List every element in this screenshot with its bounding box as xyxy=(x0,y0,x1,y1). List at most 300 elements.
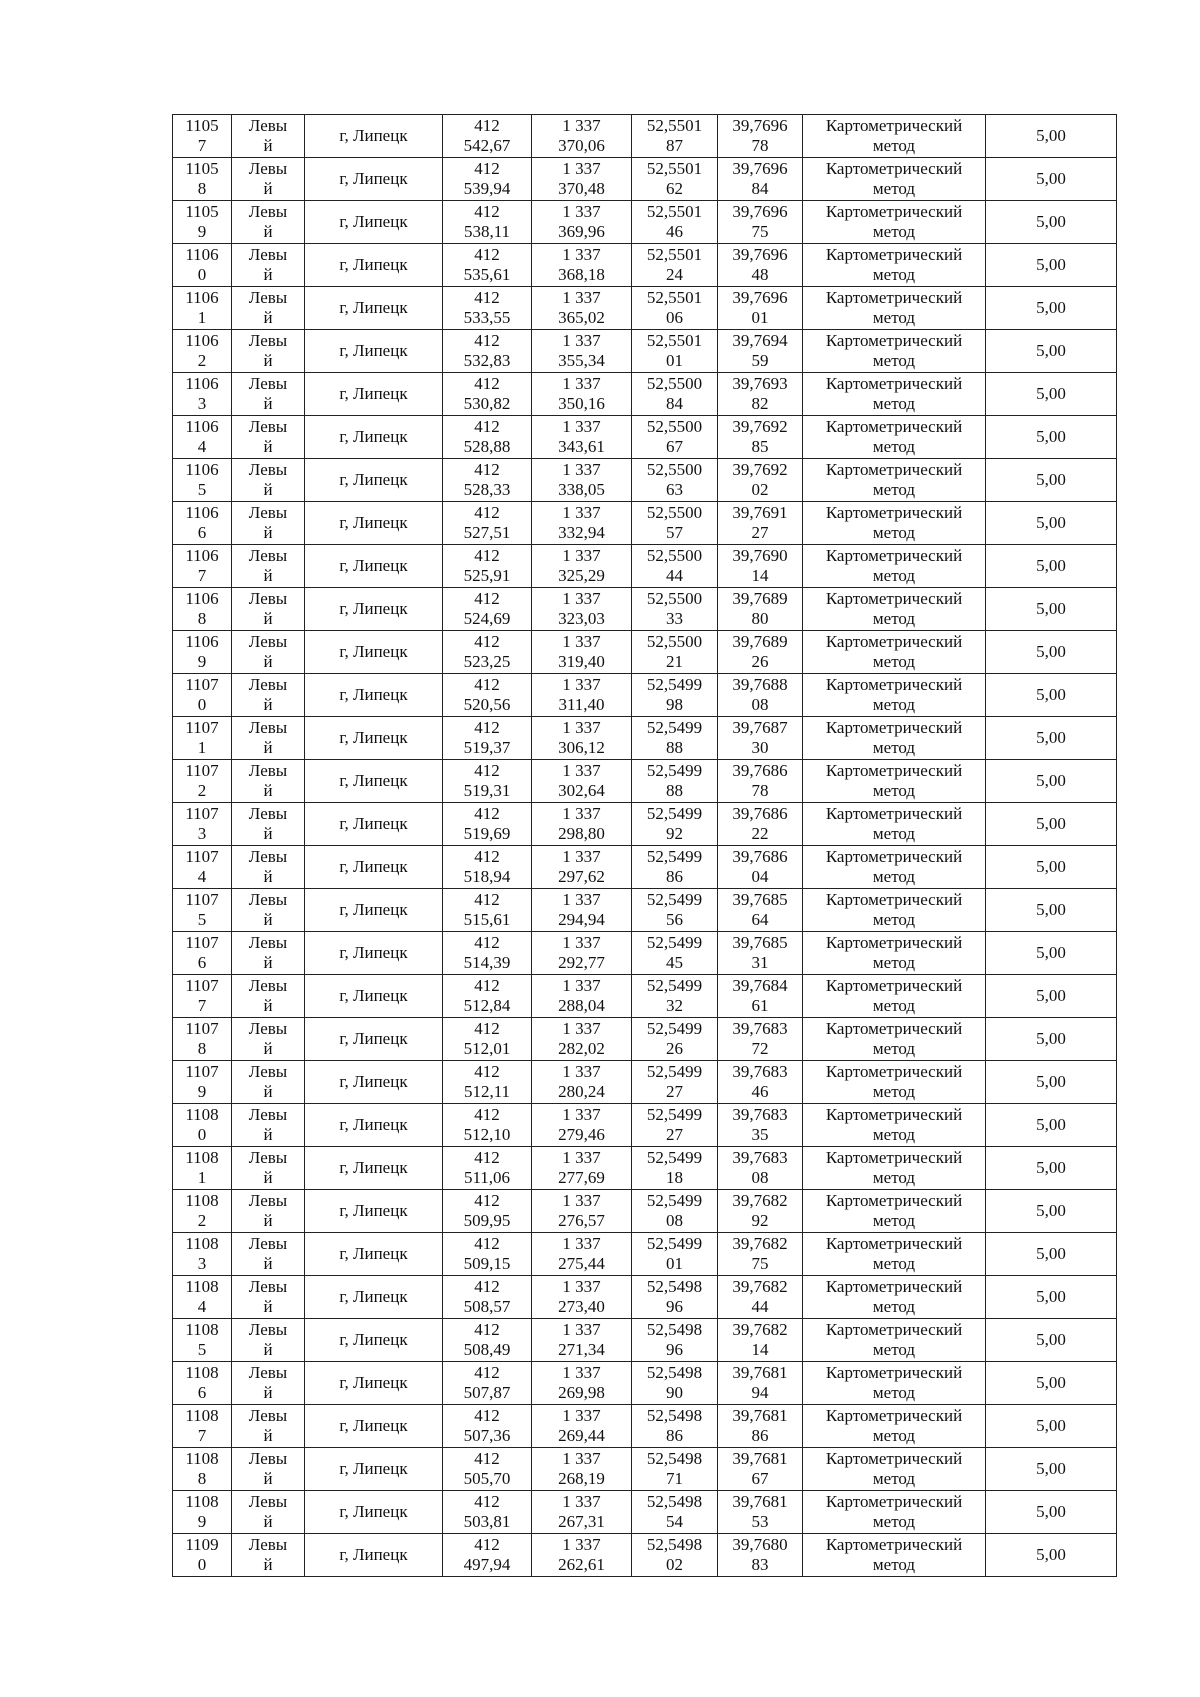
method-cell-line: Картометрический xyxy=(825,331,963,350)
accuracy-cell: 5,00 xyxy=(986,287,1117,330)
coord-x-cell-line: 530,82 xyxy=(463,394,511,413)
point-number-cell-line: 2 xyxy=(197,1211,207,1230)
coord-x-cell-line: 535,61 xyxy=(463,265,511,284)
point-number-cell xyxy=(173,1233,232,1276)
side-cell-line: й xyxy=(263,1426,273,1445)
longitude-cell xyxy=(718,1018,803,1061)
longitude-cell xyxy=(718,158,803,201)
locality-cell: г, Липецк xyxy=(305,1104,443,1147)
side-cell-line: Левы xyxy=(248,1492,288,1511)
locality-cell: г, Липецк xyxy=(305,846,443,889)
coord-x-cell-line: 412 xyxy=(474,331,500,350)
point-number-cell xyxy=(173,244,232,287)
table-row xyxy=(173,588,1117,631)
coord-y-cell-line: 271,34 xyxy=(558,1340,605,1359)
method-cell xyxy=(803,115,986,158)
coord-y-cell xyxy=(532,330,632,373)
point-number-cell xyxy=(173,1319,232,1362)
side-cell-line: Левы xyxy=(248,589,288,608)
side-cell xyxy=(232,975,305,1018)
latitude-cell-line: 24 xyxy=(666,265,683,284)
coord-y-cell xyxy=(532,459,632,502)
latitude-cell-line: 52,5499 xyxy=(646,718,703,737)
side-cell xyxy=(232,760,305,803)
longitude-cell xyxy=(718,1448,803,1491)
locality-cell: г, Липецк xyxy=(305,287,443,330)
table-row xyxy=(173,631,1117,674)
latitude-cell-line: 63 xyxy=(666,480,683,499)
table-row xyxy=(173,846,1117,889)
coord-x-cell xyxy=(443,1233,532,1276)
point-number-cell xyxy=(173,1362,232,1405)
latitude-cell-line: 52,5498 xyxy=(646,1492,703,1511)
coord-y-cell-line: 325,29 xyxy=(558,566,605,585)
coord-y-cell-line: 297,62 xyxy=(558,867,605,886)
longitude-cell-line: 39,7685 xyxy=(732,933,788,952)
latitude-cell xyxy=(632,1319,718,1362)
locality-cell: г, Липецк xyxy=(305,588,443,631)
table-row xyxy=(173,459,1117,502)
coord-x-cell-line: 528,33 xyxy=(463,480,511,499)
coord-y-cell xyxy=(532,803,632,846)
point-number-cell-line: 1108 xyxy=(185,1234,219,1253)
method-cell-line: метод xyxy=(872,437,916,456)
point-number-cell-line: 1106 xyxy=(185,460,219,479)
method-cell xyxy=(803,932,986,975)
point-number-cell-line: 1108 xyxy=(185,1363,219,1382)
method-cell xyxy=(803,416,986,459)
coord-x-cell-line: 514,39 xyxy=(463,953,511,972)
table-row xyxy=(173,1362,1117,1405)
longitude-cell xyxy=(718,201,803,244)
coord-y-cell-line: 368,18 xyxy=(558,265,605,284)
latitude-cell-line: 52,5500 xyxy=(646,632,703,651)
coord-x-cell-line: 412 xyxy=(474,761,500,780)
point-number-cell xyxy=(173,846,232,889)
side-cell-line: й xyxy=(263,738,273,757)
point-number-cell-line: 5 xyxy=(197,910,207,929)
side-cell-line: й xyxy=(263,394,273,413)
locality-cell: г, Липецк xyxy=(305,1534,443,1577)
point-number-cell-line: 4 xyxy=(197,867,207,886)
table-row xyxy=(173,1448,1117,1491)
method-cell xyxy=(803,545,986,588)
longitude-cell-line: 39,7686 xyxy=(732,761,788,780)
side-cell-line: Левы xyxy=(248,374,288,393)
side-cell xyxy=(232,201,305,244)
method-cell-line: метод xyxy=(872,523,916,542)
coord-x-cell-line: 412 xyxy=(474,1449,500,1468)
point-number-cell-line: 1106 xyxy=(185,546,219,565)
side-cell-line: й xyxy=(263,265,273,284)
longitude-cell xyxy=(718,545,803,588)
coord-y-cell xyxy=(532,1190,632,1233)
method-cell-line: Картометрический xyxy=(825,1148,963,1167)
side-cell-line: й xyxy=(263,1211,273,1230)
longitude-cell-line: 72 xyxy=(751,1039,769,1058)
latitude-cell xyxy=(632,330,718,373)
table-row xyxy=(173,674,1117,717)
coord-x-cell-line: 412 xyxy=(474,1019,500,1038)
side-cell-line: й xyxy=(263,1082,273,1101)
table-row xyxy=(173,975,1117,1018)
coord-x-cell xyxy=(443,975,532,1018)
longitude-cell-line: 01 xyxy=(751,308,769,327)
coord-x-cell-line: 507,87 xyxy=(463,1383,511,1402)
longitude-cell xyxy=(718,717,803,760)
coord-y-cell-line: 1 337 xyxy=(562,1277,601,1296)
longitude-cell-line: 92 xyxy=(751,1211,769,1230)
method-cell xyxy=(803,459,986,502)
coord-x-cell-line: 412 xyxy=(474,460,500,479)
latitude-cell xyxy=(632,1104,718,1147)
coord-x-cell-line: 412 xyxy=(474,632,500,651)
method-cell-line: Картометрический xyxy=(825,1105,963,1124)
coord-y-cell xyxy=(532,1534,632,1577)
method-cell-line: Картометрический xyxy=(825,417,963,436)
latitude-cell-line: 90 xyxy=(666,1383,683,1402)
method-cell-line: метод xyxy=(872,308,916,327)
locality-cell: г, Липецк xyxy=(305,158,443,201)
side-cell-line: й xyxy=(263,695,273,714)
coord-y-cell-line: 1 337 xyxy=(562,675,601,694)
latitude-cell-line: 62 xyxy=(666,179,683,198)
method-cell xyxy=(803,1276,986,1319)
locality-cell: г, Липецк xyxy=(305,244,443,287)
accuracy-cell: 5,00 xyxy=(986,760,1117,803)
method-cell xyxy=(803,803,986,846)
longitude-cell xyxy=(718,287,803,330)
latitude-cell-line: 44 xyxy=(666,566,683,585)
longitude-cell-line: 39,7680 xyxy=(732,1535,788,1554)
side-cell xyxy=(232,502,305,545)
side-cell xyxy=(232,1491,305,1534)
longitude-cell-line: 39,7682 xyxy=(732,1277,788,1296)
method-cell-line: Картометрический xyxy=(825,847,963,866)
method-cell-line: Картометрический xyxy=(825,1492,963,1511)
coord-x-cell-line: 523,25 xyxy=(463,652,511,671)
point-number-cell-line: 1106 xyxy=(185,632,219,651)
point-number-cell xyxy=(173,889,232,932)
method-cell-line: метод xyxy=(872,824,916,843)
locality-cell: г, Липецк xyxy=(305,1448,443,1491)
coord-y-cell-line: 1 337 xyxy=(562,1363,601,1382)
coord-x-cell-line: 412 xyxy=(474,804,500,823)
accuracy-cell: 5,00 xyxy=(986,1276,1117,1319)
point-number-cell-line: 4 xyxy=(197,1297,207,1316)
latitude-cell-line: 57 xyxy=(666,523,683,542)
side-cell xyxy=(232,1405,305,1448)
longitude-cell-line: 39,7692 xyxy=(732,417,788,436)
side-cell-line: Левы xyxy=(248,1191,288,1210)
longitude-cell-line: 39,7696 xyxy=(732,116,788,135)
latitude-cell-line: 52,5500 xyxy=(646,503,703,522)
point-number-cell xyxy=(173,1190,232,1233)
method-cell xyxy=(803,1061,986,1104)
coord-x-cell-line: 412 xyxy=(474,1234,500,1253)
latitude-cell-line: 52,5499 xyxy=(646,847,703,866)
locality-cell: г, Липецк xyxy=(305,803,443,846)
method-cell xyxy=(803,760,986,803)
longitude-cell-line: 84 xyxy=(751,179,769,198)
method-cell-line: метод xyxy=(872,222,916,241)
table-row xyxy=(173,1147,1117,1190)
point-number-cell-line: 9 xyxy=(197,652,207,671)
coord-y-cell-line: 262,61 xyxy=(558,1555,605,1574)
point-number-cell-line: 5 xyxy=(197,480,207,499)
coord-x-cell-line: 412 xyxy=(474,1535,500,1554)
coord-x-cell-line: 412 xyxy=(474,976,500,995)
method-cell-line: Картометрический xyxy=(825,761,963,780)
table-row xyxy=(173,1405,1117,1448)
longitude-cell-line: 39,7681 xyxy=(732,1363,788,1382)
latitude-cell xyxy=(632,803,718,846)
latitude-cell xyxy=(632,1491,718,1534)
latitude-cell xyxy=(632,115,718,158)
latitude-cell-line: 52,5499 xyxy=(646,890,703,909)
side-cell-line: й xyxy=(263,179,273,198)
latitude-cell-line: 21 xyxy=(666,652,683,671)
side-cell-line: й xyxy=(263,867,273,886)
coord-y-cell-line: 1 337 xyxy=(562,288,601,307)
coordinates-table xyxy=(172,114,1117,1577)
coord-y-cell-line: 1 337 xyxy=(562,1062,601,1081)
latitude-cell-line: 27 xyxy=(666,1082,683,1101)
locality-cell: г, Липецк xyxy=(305,330,443,373)
point-number-cell-line: 1 xyxy=(197,1168,207,1187)
latitude-cell xyxy=(632,631,718,674)
latitude-cell xyxy=(632,201,718,244)
point-number-cell-line: 7 xyxy=(197,996,207,1015)
coord-x-cell-line: 412 xyxy=(474,503,500,522)
table-row xyxy=(173,1276,1117,1319)
coord-x-cell-line: 509,15 xyxy=(463,1254,511,1273)
accuracy-cell: 5,00 xyxy=(986,674,1117,717)
side-cell xyxy=(232,1448,305,1491)
latitude-cell xyxy=(632,1276,718,1319)
method-cell-line: метод xyxy=(872,996,916,1015)
coord-x-cell-line: 538,11 xyxy=(463,222,511,241)
method-cell-line: метод xyxy=(872,351,916,370)
coord-y-cell xyxy=(532,1405,632,1448)
point-number-cell-line: 1108 xyxy=(185,1320,219,1339)
latitude-cell-line: 18 xyxy=(666,1168,683,1187)
coord-x-cell xyxy=(443,287,532,330)
side-cell-line: Левы xyxy=(248,546,288,565)
accuracy-cell: 5,00 xyxy=(986,846,1117,889)
coord-y-cell xyxy=(532,1104,632,1147)
method-cell-line: Картометрический xyxy=(825,288,963,307)
side-cell-line: й xyxy=(263,1555,273,1574)
point-number-cell xyxy=(173,545,232,588)
longitude-cell-line: 39,7688 xyxy=(732,675,788,694)
longitude-cell-line: 39,7684 xyxy=(732,976,788,995)
coord-y-cell-line: 306,12 xyxy=(558,738,605,757)
longitude-cell-line: 39,7683 xyxy=(732,1019,788,1038)
longitude-cell-line: 39,7689 xyxy=(732,632,788,651)
coord-x-cell-line: 412 xyxy=(474,675,500,694)
accuracy-cell: 5,00 xyxy=(986,1319,1117,1362)
latitude-cell xyxy=(632,932,718,975)
latitude-cell xyxy=(632,459,718,502)
longitude-cell xyxy=(718,846,803,889)
point-number-cell xyxy=(173,1061,232,1104)
latitude-cell-line: 52,5501 xyxy=(646,331,703,350)
method-cell xyxy=(803,631,986,674)
latitude-cell xyxy=(632,1061,718,1104)
longitude-cell-line: 86 xyxy=(751,1426,769,1445)
point-number-cell xyxy=(173,1147,232,1190)
coord-y-cell-line: 1 337 xyxy=(562,1148,601,1167)
point-number-cell-line: 1107 xyxy=(185,976,219,995)
point-number-cell-line: 1 xyxy=(197,738,207,757)
table-row xyxy=(173,416,1117,459)
point-number-cell xyxy=(173,115,232,158)
coord-x-cell-line: 412 xyxy=(474,417,500,436)
point-number-cell-line: 8 xyxy=(197,1469,207,1488)
point-number-cell xyxy=(173,158,232,201)
point-number-cell xyxy=(173,1491,232,1534)
coord-y-cell-line: 1 337 xyxy=(562,632,601,651)
longitude-cell-line: 39,7686 xyxy=(732,847,788,866)
coord-y-cell-line: 1 337 xyxy=(562,159,601,178)
point-number-cell-line: 2 xyxy=(197,781,207,800)
point-number-cell-line: 6 xyxy=(197,953,207,972)
coord-y-cell-line: 1 337 xyxy=(562,1406,601,1425)
point-number-cell xyxy=(173,588,232,631)
method-cell-line: метод xyxy=(872,738,916,757)
coord-x-cell-line: 518,94 xyxy=(463,867,511,886)
point-number-cell-line: 3 xyxy=(197,1254,207,1273)
coord-x-cell xyxy=(443,545,532,588)
method-cell-line: метод xyxy=(872,1469,916,1488)
point-number-cell xyxy=(173,502,232,545)
latitude-cell xyxy=(632,1233,718,1276)
side-cell xyxy=(232,631,305,674)
coord-y-cell-line: 288,04 xyxy=(558,996,605,1015)
coord-y-cell-line: 275,44 xyxy=(558,1254,605,1273)
coord-y-cell xyxy=(532,1362,632,1405)
table-row xyxy=(173,1018,1117,1061)
coord-y-cell-line: 277,69 xyxy=(558,1168,605,1187)
longitude-cell xyxy=(718,975,803,1018)
longitude-cell-line: 26 xyxy=(751,652,769,671)
point-number-cell-line: 7 xyxy=(197,566,207,585)
side-cell-line: й xyxy=(263,609,273,628)
side-cell xyxy=(232,545,305,588)
latitude-cell-line: 52,5498 xyxy=(646,1320,703,1339)
side-cell xyxy=(232,932,305,975)
coord-x-cell-line: 507,36 xyxy=(463,1426,511,1445)
side-cell-line: й xyxy=(263,996,273,1015)
method-cell xyxy=(803,588,986,631)
coord-y-cell xyxy=(532,201,632,244)
table-row xyxy=(173,932,1117,975)
accuracy-cell: 5,00 xyxy=(986,1018,1117,1061)
side-cell-line: Левы xyxy=(248,890,288,909)
table-row xyxy=(173,158,1117,201)
side-cell-line: Левы xyxy=(248,245,288,264)
point-number-cell-line: 8 xyxy=(197,1039,207,1058)
point-number-cell xyxy=(173,201,232,244)
coord-y-cell-line: 338,05 xyxy=(558,480,605,499)
point-number-cell-line: 1106 xyxy=(185,331,219,350)
longitude-cell-line: 35 xyxy=(751,1125,769,1144)
method-cell-line: метод xyxy=(872,1383,916,1402)
method-cell xyxy=(803,717,986,760)
table-body xyxy=(173,115,1117,1577)
locality-cell: г, Липецк xyxy=(305,373,443,416)
side-cell xyxy=(232,287,305,330)
coord-y-cell-line: 1 337 xyxy=(562,976,601,995)
side-cell-line: Левы xyxy=(248,159,288,178)
point-number-cell xyxy=(173,1018,232,1061)
coord-x-cell xyxy=(443,330,532,373)
coord-x-cell-line: 508,49 xyxy=(463,1340,511,1359)
coord-y-cell xyxy=(532,373,632,416)
latitude-cell-line: 52,5501 xyxy=(646,116,703,135)
longitude-cell-line: 39,7683 xyxy=(732,1062,788,1081)
side-cell xyxy=(232,846,305,889)
side-cell-line: й xyxy=(263,953,273,972)
point-number-cell-line: 8 xyxy=(197,609,207,628)
coord-y-cell-line: 1 337 xyxy=(562,933,601,952)
method-cell-line: Картометрический xyxy=(825,804,963,823)
coord-y-cell-line: 268,19 xyxy=(558,1469,605,1488)
coord-y-cell-line: 1 337 xyxy=(562,503,601,522)
method-cell xyxy=(803,373,986,416)
point-number-cell-line: 1106 xyxy=(185,417,219,436)
latitude-cell xyxy=(632,1448,718,1491)
coord-x-cell-line: 509,95 xyxy=(463,1211,511,1230)
side-cell-line: й xyxy=(263,652,273,671)
side-cell-line: й xyxy=(263,1297,273,1316)
longitude-cell-line: 61 xyxy=(751,996,769,1015)
method-cell-line: Картометрический xyxy=(825,976,963,995)
point-number-cell-line: 1107 xyxy=(185,761,219,780)
locality-cell: г, Липецк xyxy=(305,459,443,502)
longitude-cell-line: 39,7696 xyxy=(732,202,788,221)
side-cell xyxy=(232,588,305,631)
longitude-cell-line: 04 xyxy=(751,867,769,886)
method-cell-line: метод xyxy=(872,136,916,155)
latitude-cell-line: 52,5499 xyxy=(646,1148,703,1167)
coord-x-cell xyxy=(443,459,532,502)
coord-x-cell-line: 412 xyxy=(474,159,500,178)
coord-x-cell-line: 512,11 xyxy=(463,1082,511,1101)
coord-x-cell xyxy=(443,1061,532,1104)
latitude-cell-line: 88 xyxy=(666,781,683,800)
method-cell-line: Картометрический xyxy=(825,1535,963,1554)
locality-cell: г, Липецк xyxy=(305,201,443,244)
coord-x-cell xyxy=(443,889,532,932)
coord-x-cell xyxy=(443,631,532,674)
coord-y-cell-line: 365,02 xyxy=(558,308,605,327)
point-number-cell-line: 1105 xyxy=(185,202,219,221)
longitude-cell xyxy=(718,1276,803,1319)
point-number-cell-line: 0 xyxy=(197,1555,207,1574)
longitude-cell xyxy=(718,1319,803,1362)
point-number-cell-line: 9 xyxy=(197,222,207,241)
latitude-cell-line: 52,5501 xyxy=(646,288,703,307)
coord-x-cell xyxy=(443,760,532,803)
coord-x-cell xyxy=(443,1362,532,1405)
longitude-cell xyxy=(718,1147,803,1190)
coord-y-cell-line: 1 337 xyxy=(562,804,601,823)
longitude-cell-line: 39,7694 xyxy=(732,331,788,350)
longitude-cell-line: 39,7692 xyxy=(732,460,788,479)
coord-y-cell-line: 343,61 xyxy=(558,437,605,456)
